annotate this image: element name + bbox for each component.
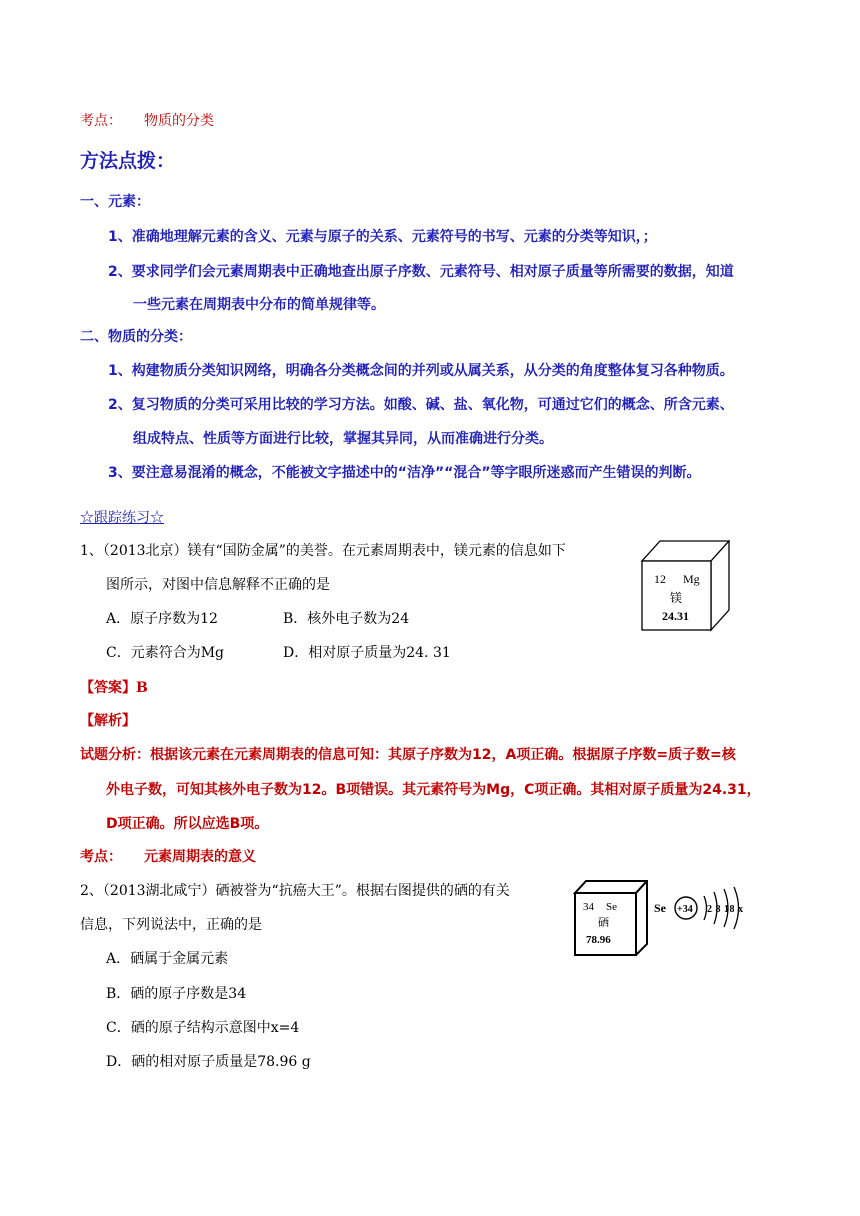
mg-name: 镁 bbox=[670, 591, 683, 605]
kaodian-text: 元素周期表的意义 bbox=[144, 849, 256, 865]
q1-stem-line1: 1、（2013北京）镁有“国防金属”的美誉。在元素周期表中，镁元素的信息如下 bbox=[80, 543, 566, 559]
q1-stem-line2: 图所示，对图中信息解释不正确的是 bbox=[106, 577, 330, 593]
q1-option-b: B．核外电子数为24 bbox=[283, 611, 410, 627]
q1-option-a: A．原子序数为12 bbox=[106, 611, 218, 627]
practice-title: ☆跟踪练习☆ bbox=[80, 510, 164, 526]
section2-item-3: 3、要注意易混淆的概念，不能被文字描述中的“洁净”“混合”等字眼所迷惑而产生错误的判断。 bbox=[108, 465, 701, 481]
q1-answer: 【答案】B bbox=[80, 680, 148, 696]
se-atomic-structure-diagram bbox=[654, 884, 750, 932]
mg-atomic-mass: 24.31 bbox=[662, 609, 689, 623]
q1-option-d: D．相对原子质量为24. 31 bbox=[283, 645, 451, 661]
se-atomic-mass: 78.96 bbox=[586, 934, 611, 946]
q2-option-a: A．硒属于金属元素 bbox=[106, 951, 229, 967]
section2-item-1: 1、构建物质分类知识网络，明确各分类概念间的并列或从属关系，从分类的角度整体复习各种物质。 bbox=[108, 363, 734, 379]
q2-stem-line2: 信息，下列说法中，正确的是 bbox=[80, 917, 262, 933]
se-structure-symbol: Se bbox=[654, 901, 666, 915]
mg-element-tile bbox=[640, 540, 730, 632]
se-atomic-number: 34 bbox=[583, 901, 594, 913]
kaodian-label: 考点： bbox=[80, 113, 122, 129]
se-element-tile bbox=[572, 880, 648, 956]
q1-analysis-label: 【解析】 bbox=[80, 713, 136, 729]
mg-symbol: Mg bbox=[683, 572, 700, 586]
kaodian-line-2 bbox=[80, 846, 256, 866]
q1-analysis-line2: 外电子数，可知其核外电子数为12。B项错误。其元素符号为Mg，C项正确。其相对原子质量为24.31， bbox=[106, 782, 761, 798]
q1-option-c: C．元素符合为Mg bbox=[106, 645, 225, 661]
q1-analysis-line3: D项正确。所以应选B项。 bbox=[106, 816, 269, 832]
section1-item-2-cont: 一些元素在周期表中分布的简单规律等。 bbox=[133, 297, 385, 313]
q2-option-c: C．硒的原子结构示意图中x=4 bbox=[106, 1020, 300, 1036]
q2-option-d: D．硒的相对原子质量是78.96 g bbox=[106, 1054, 311, 1070]
q2-stem-line1: 2、（2013湖北咸宁）硒被誉为“抗癌大王”。根据右图提供的硒的有关 bbox=[80, 883, 510, 899]
section2-item-2-cont: 组成特点、性质等方面进行比较，掌握其异同，从而准确进行分类。 bbox=[133, 431, 553, 447]
method-title: 方法点拨： bbox=[80, 150, 176, 172]
section2-heading: 二、物质的分类： bbox=[80, 329, 192, 345]
section1-item-2: 2、要求同学们会元素周期表中正确地查出原子序数、元素符号、相对原子质量等所需要的数据，知道 bbox=[108, 264, 734, 280]
mg-atomic-number: 12 bbox=[654, 572, 666, 586]
se-nucleus-charge: +34 bbox=[677, 904, 693, 915]
se-symbol: Se bbox=[606, 901, 617, 913]
kaodian-text: 物质的分类 bbox=[144, 113, 214, 129]
section2-item-2: 2、复习物质的分类可采用比较的学习方法。如酸、碱、盐、氧化物，可通过它们的概念、所含元素、 bbox=[108, 397, 734, 413]
kaodian-line-1 bbox=[80, 110, 214, 130]
se-shell-electrons: 2 8 18 x bbox=[707, 904, 744, 915]
section1-heading: 一、元素： bbox=[80, 194, 150, 210]
section1-item-1: 1、准确地理解元素的含义、元素与原子的关系、元素符号的书写、元素的分类等知识，； bbox=[108, 229, 657, 245]
q1-analysis-line1: 试题分析：根据该元素在元素周期表的信息可知：其原子序数为12，A项正确。根据原子序数=质子数=核 bbox=[80, 747, 736, 763]
se-name: 硒 bbox=[598, 917, 609, 929]
q2-option-b: B．硒的原子序数是34 bbox=[106, 986, 247, 1002]
kaodian-label: 考点： bbox=[80, 849, 122, 865]
